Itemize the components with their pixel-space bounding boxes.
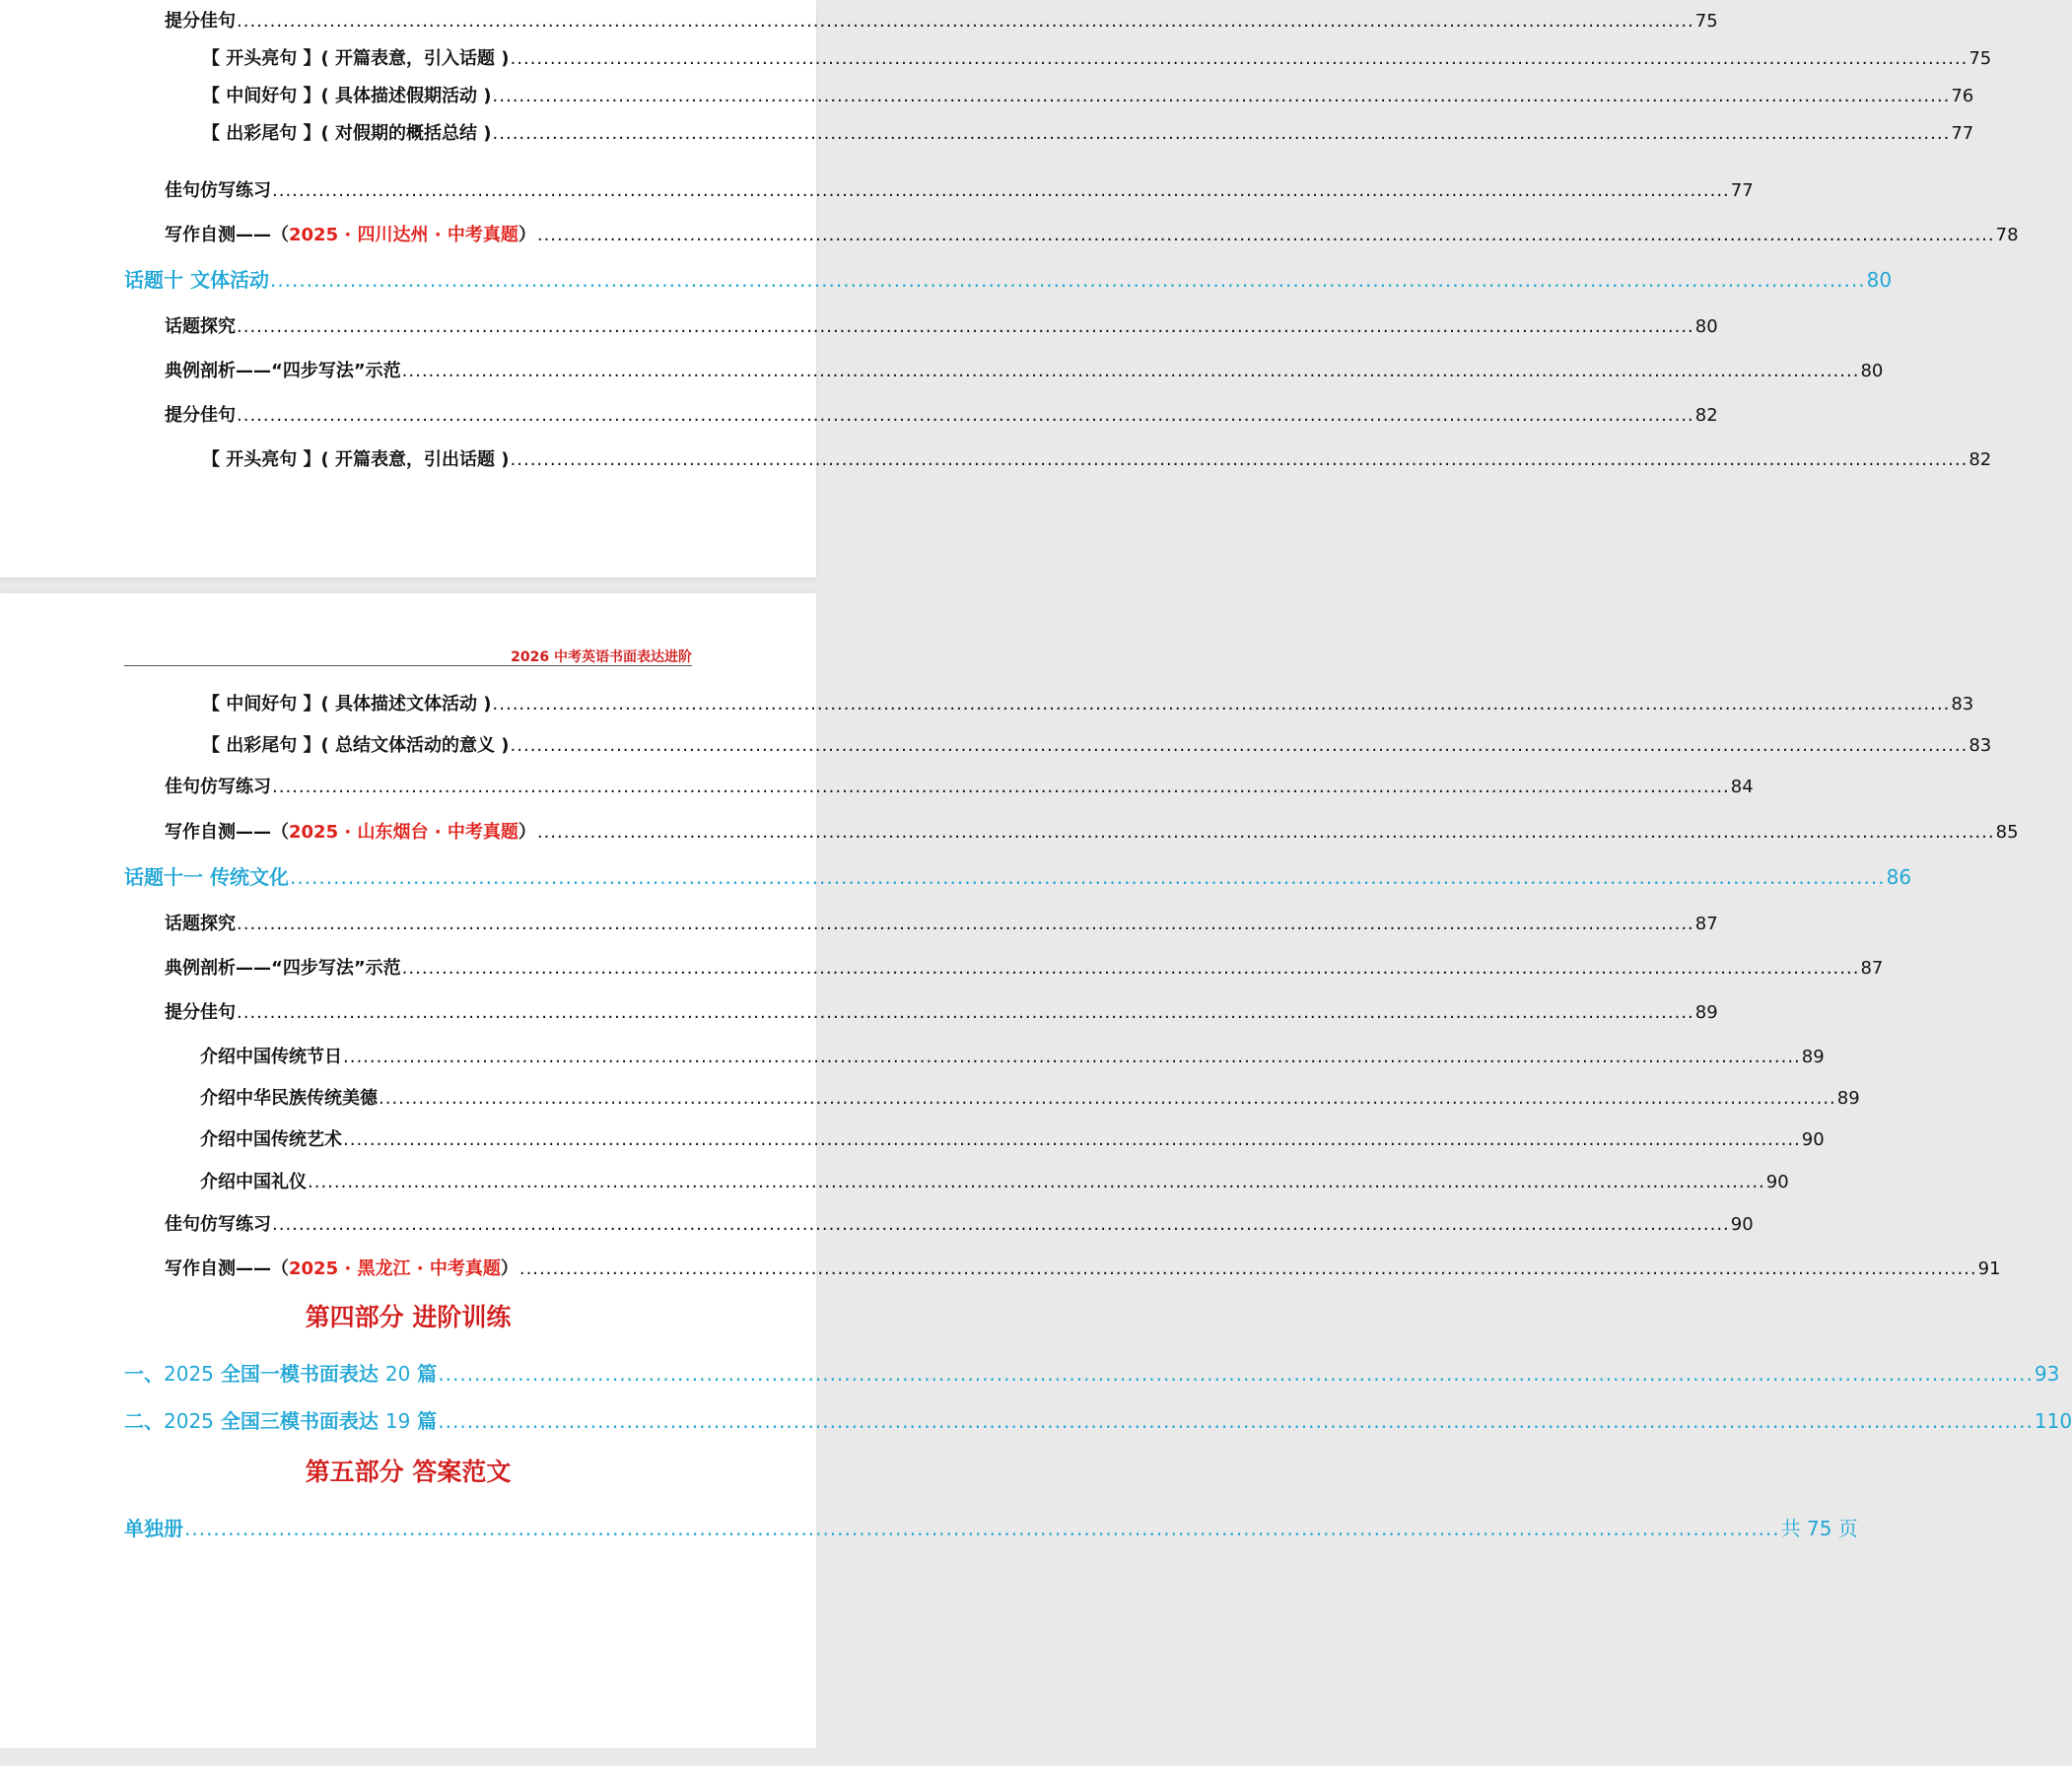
dot-leader: ............................................................................................................................................................................................................................ [379,1088,1836,1109]
toc-entry-label: 话题十一 传统文化 [124,865,289,889]
toc-page-number: 86 [1886,865,1912,889]
dot-leader: ............................................................................................................................................................................................................................ [343,1047,1801,1067]
toc-entry-label: 话题十 文体活动 [124,268,269,292]
toc-page-number: 75 [1968,48,1992,69]
toc-page-number: 80 [1694,316,1718,337]
toc-page-number: 90 [1801,1129,1825,1150]
toc-entry[interactable] [200,1046,1825,1069]
toc-page-number: 90 [1765,1172,1789,1192]
dot-leader: ............................................................................................................................................................................................................................ [536,822,1995,843]
toc-entry[interactable] [165,957,1884,981]
toc-page-number: 83 [1968,735,1992,756]
toc-page-number: 91 [1977,1258,2001,1279]
dot-leader: ............................................................................................................................................................................................................................ [510,449,1968,470]
toc-entry-exam[interactable] [165,224,2019,247]
toc-entry[interactable] [165,1001,1718,1025]
dot-leader: ............................................................................................................................................................................................................................ [184,1517,1780,1540]
exam-source: 2025 · 黑龙江 · 中考真题 [289,1258,501,1279]
toc-entry-label: 提分佳句 [165,1002,236,1023]
toc-entry[interactable] [202,448,1992,472]
dot-leader: ............................................................................................................................................................................................................................ [237,405,1694,426]
part-five-heading: 第五部分 答案范文 [305,1458,512,1486]
toc-entry-label: 【 开头亮句 】( 开篇表意，引入话题 ) [202,48,510,69]
dot-leader: ............................................................................................................................................................................................................................ [438,1409,2034,1433]
dot-leader: ............................................................................................................................................................................................................................ [438,1362,2034,1386]
dot-leader: ............................................................................................................................................................................................................................ [343,1129,1801,1150]
toc-entry-label: 介绍中国礼仪 [200,1172,307,1192]
toc-entry-label: 【 中间好句 】( 具体描述文体活动 ) [202,694,492,714]
dot-leader: ............................................................................................................................................................................................................................ [536,225,1995,245]
toc-entry[interactable] [202,693,1974,716]
dot-leader: ............................................................................................................................................................................................................................ [492,86,1951,106]
toc-topic-entry[interactable] [124,865,1912,889]
exam-source: 2025 · 山东烟台 · 中考真题 [289,822,518,843]
toc-page-number: 77 [1951,123,1974,144]
toc-page-2 [0,593,2072,1748]
dot-leader: ............................................................................................................................................................................................................................ [237,316,1694,337]
toc-entry-label: 【 中间好句 】( 具体描述假期活动 ) [202,86,492,106]
toc-entry-label: 介绍中国传统艺术 [200,1129,342,1150]
toc-entry[interactable] [200,1171,1789,1194]
toc-page-number: 87 [1860,958,1884,979]
toc-entry-label: 提分佳句 [165,11,236,32]
dot-leader: ............................................................................................................................................................................................................................ [272,180,1730,201]
toc-entry-label: 介绍中国传统节日 [200,1047,342,1067]
toc-entry-label: 佳句仿写练习 [165,1214,271,1235]
dot-leader: ............................................................................................................................................................................................................................ [401,958,1860,979]
dot-leader: ............................................................................................................................................................................................................................ [237,11,1694,32]
toc-page-number: 83 [1951,694,1974,714]
toc-page-number: 110 [2034,1409,2072,1433]
dot-leader: ............................................................................................................................................................................................................................ [492,694,1951,714]
toc-entry-label: 介绍中华民族传统美德 [200,1088,378,1109]
dot-leader: ............................................................................................................................................................................................................................ [237,914,1694,934]
toc-entry[interactable] [165,1213,1754,1237]
part-four-heading: 第四部分 进阶训练 [305,1303,512,1331]
dot-leader: ............................................................................................................................................................................................................................ [510,735,1968,756]
toc-entry[interactable] [165,404,1718,428]
toc-entry-label: 典例剖析——“四步写法”示范 [165,361,401,381]
toc-entry[interactable] [165,315,1718,339]
toc-page-number: 89 [1801,1047,1825,1067]
toc-entry-label: 写作自测——（2025 · 山东烟台 · 中考真题） [165,822,536,843]
toc-entry-label: 提分佳句 [165,405,236,426]
toc-page-number: 75 [1694,11,1718,32]
dot-leader: ............................................................................................................................................................................................................................ [269,268,1866,292]
toc-page-number: 76 [1951,86,1974,106]
running-header-title: 2026 中考英语书面表达进阶 [511,649,692,665]
toc-entry[interactable] [202,734,1992,758]
dot-leader: ............................................................................................................................................................................................................................ [518,1258,1977,1279]
dot-leader: ............................................................................................................................................................................................................................ [510,48,1968,69]
toc-entry[interactable] [200,1087,1860,1111]
toc-entry-label: 一、2025 全国一模书面表达 20 篇 [124,1362,438,1386]
toc-page-number: 80 [1860,361,1884,381]
toc-entry[interactable] [202,85,1974,108]
toc-entry[interactable] [165,10,1718,34]
toc-entry-label: 【 开头亮句 】( 开篇表意，引出话题 ) [202,449,510,470]
toc-entry-label: 【 出彩尾句 】( 对假期的概括总结 ) [202,123,492,144]
toc-entry-label: 话题探究 [165,316,236,337]
dot-leader: ............................................................................................................................................................................................................................ [237,1002,1694,1023]
toc-answer-entry[interactable] [124,1517,1858,1540]
toc-entry-label: 单独册 [124,1517,183,1540]
toc-page-number: 89 [1694,1002,1718,1023]
toc-entry-label: 佳句仿写练习 [165,777,271,797]
toc-entry-exam[interactable] [165,1257,2001,1281]
header-divider [124,665,692,666]
toc-section-entry[interactable] [124,1362,2060,1386]
toc-page-number: 93 [2034,1362,2060,1386]
toc-entry-exam[interactable] [165,821,2019,845]
toc-page-number: 90 [1730,1214,1754,1235]
toc-entry-label: 典例剖析——“四步写法”示范 [165,958,401,979]
toc-entry[interactable] [165,913,1718,936]
toc-page-number: 77 [1730,180,1754,201]
toc-section-entry[interactable] [124,1409,2072,1433]
dot-leader: ............................................................................................................................................................................................................................ [492,123,1951,144]
toc-page-number: 82 [1968,449,1992,470]
toc-entry-label: 佳句仿写练习 [165,180,271,201]
toc-entry-label: 写作自测——（2025 · 黑龙江 · 中考真题） [165,1258,518,1279]
toc-page-number: 80 [1866,268,1893,292]
toc-entry[interactable] [165,179,1754,203]
toc-topic-entry[interactable] [124,268,1893,292]
toc-entry[interactable] [202,122,1974,146]
exam-source: 2025 · 四川达州 · 中考真题 [289,225,518,245]
toc-entry-label: 写作自测——（2025 · 四川达州 · 中考真题） [165,225,536,245]
dot-leader: ............................................................................................................................................................................................................................ [272,1214,1730,1235]
dot-leader: ............................................................................................................................................................................................................................ [401,361,1860,381]
toc-page-number: 82 [1694,405,1718,426]
toc-entry[interactable] [165,360,1884,383]
dot-leader: ............................................................................................................................................................................................................................ [308,1172,1765,1192]
toc-entry-label: 二、2025 全国三模书面表达 19 篇 [124,1409,438,1433]
toc-entry[interactable] [202,47,1992,71]
toc-page-number: 共 75 页 [1780,1517,1858,1540]
toc-entry[interactable] [165,776,1754,799]
toc-page-number: 87 [1694,914,1718,934]
dot-leader: ............................................................................................................................................................................................................................ [272,777,1730,797]
toc-page-1 [0,0,2019,577]
toc-page-number: 78 [1995,225,2019,245]
toc-page-number: 89 [1836,1088,1860,1109]
toc-entry-label: 话题探究 [165,914,236,934]
toc-entry-label: 【 出彩尾句 】( 总结文体活动的意义 ) [202,735,510,756]
toc-entry[interactable] [200,1128,1825,1152]
toc-page-number: 84 [1730,777,1754,797]
dot-leader: ............................................................................................................................................................................................................................ [289,865,1886,889]
toc-page-number: 85 [1995,822,2019,843]
